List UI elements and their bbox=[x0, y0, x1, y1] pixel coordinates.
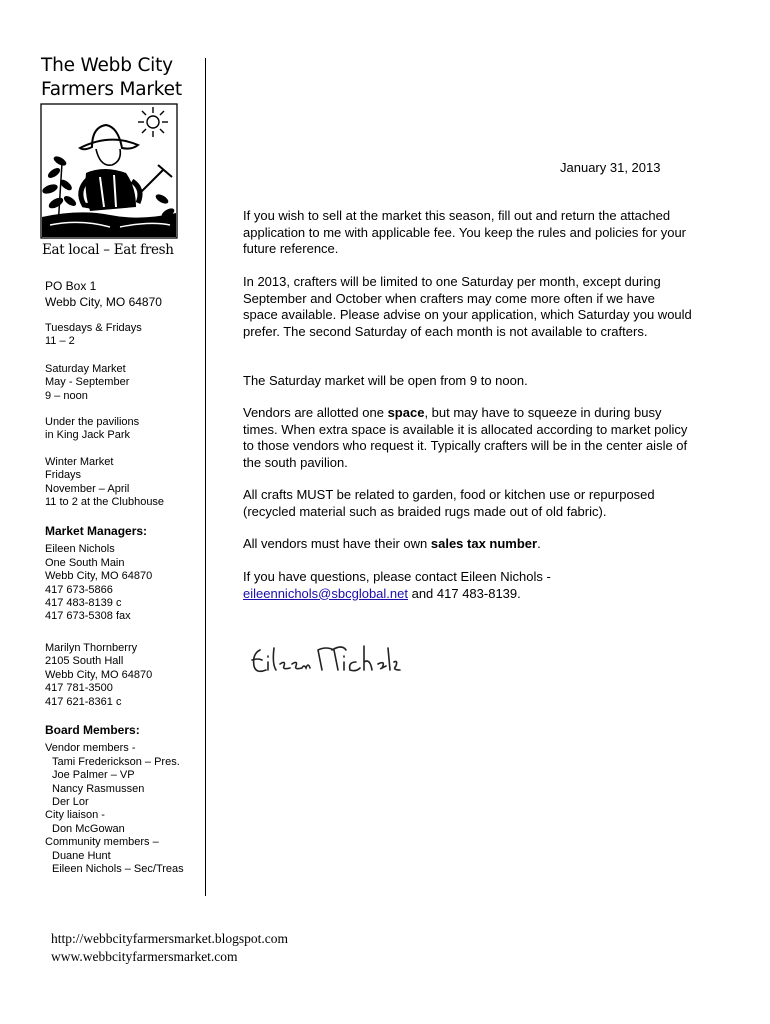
board-member-line: Tami Frederickson – Pres. bbox=[52, 755, 180, 768]
manager-line: One South Main bbox=[45, 556, 125, 569]
letter-date: January 31, 2013 bbox=[560, 160, 661, 175]
p4-text: Vendors are allotted one bbox=[243, 405, 388, 420]
signature-icon bbox=[246, 640, 406, 684]
paragraph-7 bbox=[243, 569, 693, 602]
footer-blog-url[interactable]: http://webbcityfarmersmarket.blogspot.com bbox=[51, 931, 288, 946]
p4-bold: space bbox=[387, 405, 425, 420]
p6-text: . bbox=[537, 536, 541, 551]
saturday-line: Saturday Market bbox=[45, 363, 126, 375]
manager-line: 2105 South Hall bbox=[45, 655, 124, 668]
paragraph-5: All crafts MUST be related to garden, food or kitchen use or repurposed (recycled material such as braided rugs made out of old fabric). bbox=[243, 487, 655, 519]
paragraph-2: In 2013, crafters will be limited to one Saturday per month, except during September and October when crafters may come more often if we have space available. Please advise on your application, which Saturday you would prefer. The second Saturday of each month is not available to crafters. bbox=[243, 274, 692, 339]
hours-line: Tuesdays & Fridays bbox=[45, 322, 142, 334]
sidebar-managers bbox=[45, 525, 152, 624]
email-link[interactable]: eileennichols@sbcglobal.net bbox=[243, 585, 408, 601]
paragraph-4 bbox=[243, 405, 693, 471]
winter-line: Fridays bbox=[45, 469, 82, 482]
board-heading: Board Members: bbox=[45, 723, 140, 737]
board-member-line: Vendor members - bbox=[45, 742, 136, 755]
footer bbox=[51, 930, 288, 966]
p7-text: and 417 483-8139. bbox=[407, 585, 521, 601]
paragraph-1: If you wish to sell at the market this season, fill out and return the attached application to me with applicable fee. You keep the rules and policies for your future reference. bbox=[243, 208, 687, 256]
p6-text: All vendors must have their own bbox=[243, 536, 431, 551]
sidebar-address bbox=[45, 278, 162, 310]
winter-line: 11 to 2 at the Clubhouse bbox=[45, 496, 165, 509]
sidebar-manager-2 bbox=[45, 642, 152, 709]
board-member-line: Der Lor bbox=[52, 796, 89, 809]
sidebar-board bbox=[45, 724, 184, 876]
location-line: Under the pavilions bbox=[45, 416, 140, 428]
address-line: Webb City, MO 64870 bbox=[45, 295, 162, 309]
logo-line-2: Farmers Market bbox=[41, 79, 182, 100]
farmer-logo-icon bbox=[40, 103, 178, 239]
board-member-line: Community members – bbox=[45, 836, 159, 849]
sidebar-hours bbox=[45, 322, 142, 349]
saturday-line: 9 – noon bbox=[45, 389, 88, 402]
board-list bbox=[45, 742, 184, 876]
board-member-line: Nancy Rasmussen bbox=[52, 782, 145, 795]
logo-tagline: Eat local – Eat fresh bbox=[42, 242, 174, 258]
board-member-line: Eileen Nichols – Sec/Treas bbox=[52, 863, 184, 876]
manager-line: 417 781-3500 bbox=[45, 682, 113, 695]
board-member-line: City liaison - bbox=[45, 809, 105, 822]
location-line: in King Jack Park bbox=[45, 429, 130, 442]
board-member-line: Duane Hunt bbox=[52, 849, 111, 862]
paragraph-3: The Saturday market will be open from 9 to noon. bbox=[243, 373, 528, 388]
p4-text: , but may have to squeeze in during busy times. When extra space is available it is allocated according to market policy to those vendors who request it. Typically crafters will be in the center aisle of the south pavilion. bbox=[243, 405, 688, 470]
manager-line: Webb City, MO 64870 bbox=[45, 668, 153, 681]
manager-line: 417 673-5866 bbox=[45, 583, 113, 596]
hours-line: 11 – 2 bbox=[45, 335, 75, 348]
managers-heading: Market Managers: bbox=[45, 524, 148, 538]
sidebar-saturday bbox=[45, 363, 129, 403]
board-member-line: Don McGowan bbox=[52, 822, 125, 835]
manager-line: 417 621-8361 c bbox=[45, 695, 122, 708]
board-member-line: Joe Palmer – VP bbox=[52, 769, 135, 782]
logo-title bbox=[41, 54, 182, 102]
manager-line: Webb City, MO 64870 bbox=[45, 570, 153, 583]
saturday-line: May - September bbox=[45, 376, 130, 389]
sidebar-location bbox=[45, 416, 139, 443]
p7-text: If you have questions, please contact Eileen Nichols - bbox=[243, 569, 551, 584]
paragraph-6 bbox=[243, 536, 693, 553]
p6-bold: sales tax number bbox=[430, 536, 538, 551]
manager-line: Marilyn Thornberry bbox=[45, 642, 138, 654]
divider-line bbox=[205, 58, 206, 896]
manager-line: Eileen Nichols bbox=[45, 543, 115, 556]
sidebar-winter bbox=[45, 456, 164, 510]
manager-line: 417 673-5308 fax bbox=[45, 610, 131, 623]
manager-line: 417 483-8139 c bbox=[45, 597, 122, 610]
logo-line-1: The Webb City bbox=[41, 55, 173, 76]
winter-line: Winter Market bbox=[45, 456, 114, 468]
footer-site-url[interactable]: www.webbcityfarmersmarket.com bbox=[51, 949, 238, 964]
winter-line: November – April bbox=[45, 482, 130, 495]
address-line: PO Box 1 bbox=[45, 279, 97, 293]
